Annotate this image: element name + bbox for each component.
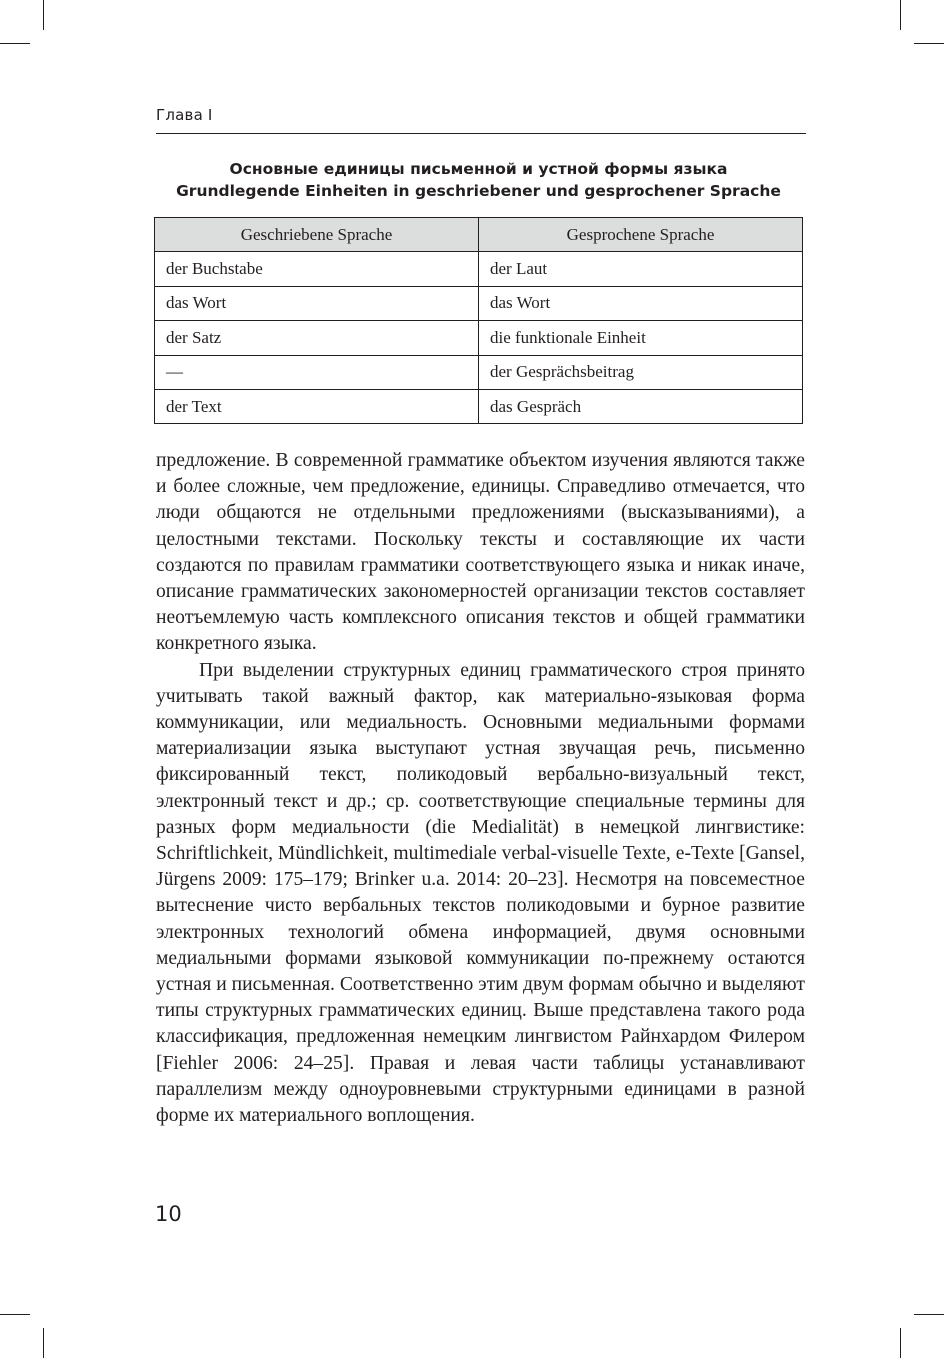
crop-mark-top-right-horizontal xyxy=(914,43,944,44)
crop-mark-top-left-horizontal xyxy=(0,43,30,44)
table-row xyxy=(155,321,803,355)
table-row xyxy=(155,252,803,286)
cell-written: der Buchstabe xyxy=(155,252,479,286)
crop-mark-top-left-vertical xyxy=(43,0,44,30)
table-row xyxy=(155,389,803,423)
crop-mark-bottom-left-vertical xyxy=(43,1328,44,1358)
table-row xyxy=(155,286,803,320)
table-header-row xyxy=(155,218,803,252)
header-written-language: Geschriebene Sprache xyxy=(155,218,479,252)
cell-spoken: der Gesprächsbeitrag xyxy=(479,355,803,389)
page-number: 10 xyxy=(155,1202,182,1226)
table-title-russian: Основные единицы письменной и устной формы языка xyxy=(229,160,728,178)
table-title-german: Grundlegende Einheiten in geschriebener und gesprochener Sprache xyxy=(176,182,781,200)
cell-spoken: die funktionale Einheit xyxy=(479,321,803,355)
cell-spoken: das Gespräch xyxy=(479,389,803,423)
cell-written: der Satz xyxy=(155,321,479,355)
cell-written: — xyxy=(155,355,479,389)
cell-written: der Text xyxy=(155,389,479,423)
header-spoken-language: Gesprochene Sprache xyxy=(479,218,803,252)
table-title xyxy=(156,158,801,202)
crop-mark-bottom-right-horizontal xyxy=(914,1314,944,1315)
cell-written: das Wort xyxy=(155,286,479,320)
cell-spoken: der Laut xyxy=(479,252,803,286)
units-table xyxy=(154,217,803,424)
running-head: Глава I xyxy=(156,106,213,124)
crop-mark-bottom-left-horizontal xyxy=(0,1314,30,1315)
paragraph-1: предложение. В современной грамматике объектом изучения являются также и более сложные, чем предложение, единицы. Справедливо отмечается, что люди общаются не отдельными предложениями (высказываниями), а целостными текстами. Поскольку тексты и составляющие их части создаются по правилам грамматики соответствующего языка и никак иначе, описание грамматических закономерностей организации текстов составляет неотъемлемую часть комплексного описания текстов и общей грамматики конкретного языка. xyxy=(156,450,805,655)
table-row xyxy=(155,355,803,389)
crop-mark-bottom-right-vertical xyxy=(900,1328,901,1358)
paragraph-2: При выделении структурных единиц грамматического строя принято учитывать такой важный фактор, как материально-языковая форма коммуникации, или медиальность. Основными медиальными формами материализации языка выступают устная звучащая речь, письменно фиксированный текст, поликодовый вербально-визуальный текст, электронный текст и др.; ср. соответствующие специальные термины для разных форм медиальности (die Medialität) в немецкой лингвистике: Schriftlichkeit, Mündlichkeit, multimediale verbal-visuelle Texte, e-Texte [Gansel, Jürgens 2009: 175–179; Brinker u.a. 2014: 20–23]. Несмотря на повсеместное вытеснение чисто вербальных текстов поликодовыми и бурное развитие электронных технологий обмена информацией, двумя основными медиальными формами языковой коммуникации по-прежнему остаются устная и письменная. Соответственно этим двум формам обычно и выделяют типы структурных грамматических единиц. Выше представлена такого рода классификация, предложенная немецким лингвистом Райнхардом Филером [Fiehler 2006: 24–25]. Правая и левая части таблицы устанавливают параллелизм между одноуровневыми структурными единицами в разной форме их материального воплощения. xyxy=(156,659,805,1127)
running-head-rule xyxy=(156,133,806,134)
body-text xyxy=(156,448,805,1129)
cell-spoken: das Wort xyxy=(479,286,803,320)
crop-mark-top-right-vertical xyxy=(900,0,901,30)
